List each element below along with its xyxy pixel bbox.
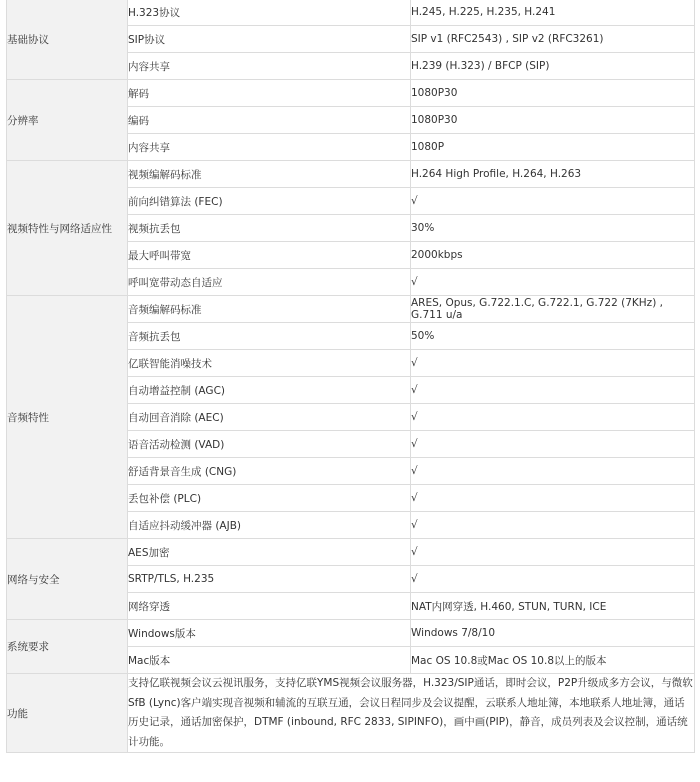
table-row [7,161,695,188]
value-cell: √ [411,485,695,512]
param-cell: 丢包补偿 (PLC) [128,485,411,512]
param-cell: 解码 [128,80,411,107]
value-cell: √ [411,377,695,404]
value-cell: 1080P [411,134,695,161]
table-row [7,539,695,566]
value-cell: SIP v1 (RFC2543) , SIP v2 (RFC3261) [411,26,695,53]
value-cell: ARES, Opus, G.722.1.C, G.722.1, G.722 (7KHz) , G.711 u/a [411,296,695,323]
category-cell: 分辨率 [7,80,128,161]
value-cell: √ [411,566,695,593]
value-cell: 1080P30 [411,80,695,107]
param-cell: 最大呼叫带宽 [128,242,411,269]
category-cell: 基础协议 [7,0,128,80]
value-cell: √ [411,431,695,458]
value-cell: H.245, H.225, H.235, H.241 [411,0,695,26]
param-cell: 视频抗丢包 [128,215,411,242]
category-cell: 音频特性 [7,296,128,539]
value-cell: H.264 High Profile, H.264, H.263 [411,161,695,188]
value-cell: √ [411,458,695,485]
table-row [7,674,695,753]
spec-table [6,0,695,753]
table-row [7,80,695,107]
param-cell: 自适应抖动缓冲器 (AJB) [128,512,411,539]
value-cell: H.239 (H.323) / BFCP (SIP) [411,53,695,80]
param-cell: 音频抗丢包 [128,323,411,350]
param-cell: 前向纠错算法 (FEC) [128,188,411,215]
value-cell: √ [411,350,695,377]
table-row [7,0,695,26]
param-cell: 内容共享 [128,134,411,161]
value-cell: √ [411,512,695,539]
value-cell: √ [411,188,695,215]
param-cell: Windows版本 [128,620,411,647]
value-cell: Mac OS 10.8或Mac OS 10.8以上的版本 [411,647,695,674]
param-cell: 编码 [128,107,411,134]
table-row [7,296,695,323]
value-cell: √ [411,269,695,296]
value-cell: 30% [411,215,695,242]
param-cell: SRTP/TLS, H.235 [128,566,411,593]
value-cell: 2000kbps [411,242,695,269]
param-cell: Mac版本 [128,647,411,674]
value-cell: 50% [411,323,695,350]
param-cell: 自动增益控制 (AGC) [128,377,411,404]
param-cell: H.323协议 [128,0,411,26]
param-cell: SIP协议 [128,26,411,53]
feature-description: 支持亿联视频会议云视讯服务，支持亿联YMS视频会议服务器，H.323/SIP通话，即时会议，P2P升级成多方会议，与微软SfB (Lync)客户端实现音视频和辅流的互联互通，会议日程同步及会议提醒，云联系人地址簿，本地联系人地址簿，通话历史记录，通话加密保护，DTMF (inbound, RFC 2833, SIPINFO)，画中画(PIP)，静音，成员列表及会议控制，通话统计功能。 [128,674,695,753]
param-cell: 舒适背景音生成 (CNG) [128,458,411,485]
category-cell: 功能 [7,674,128,753]
value-cell: Windows 7/8/10 [411,620,695,647]
param-cell: AES加密 [128,539,411,566]
value-cell: √ [411,404,695,431]
param-cell: 自动回音消除 (AEC) [128,404,411,431]
category-cell: 视频特性与网络适应性 [7,161,128,296]
value-cell: NAT内网穿透, H.460, STUN, TURN, ICE [411,593,695,620]
value-cell: √ [411,539,695,566]
param-cell: 呼叫宽带动态自适应 [128,269,411,296]
category-cell: 系统要求 [7,620,128,674]
param-cell: 视频编解码标准 [128,161,411,188]
param-cell: 网络穿透 [128,593,411,620]
param-cell: 内容共享 [128,53,411,80]
category-cell: 网络与安全 [7,539,128,620]
value-cell: 1080P30 [411,107,695,134]
param-cell: 音频编解码标准 [128,296,411,323]
param-cell: 语音活动检测 (VAD) [128,431,411,458]
param-cell: 亿联智能消噪技术 [128,350,411,377]
table-row [7,620,695,647]
